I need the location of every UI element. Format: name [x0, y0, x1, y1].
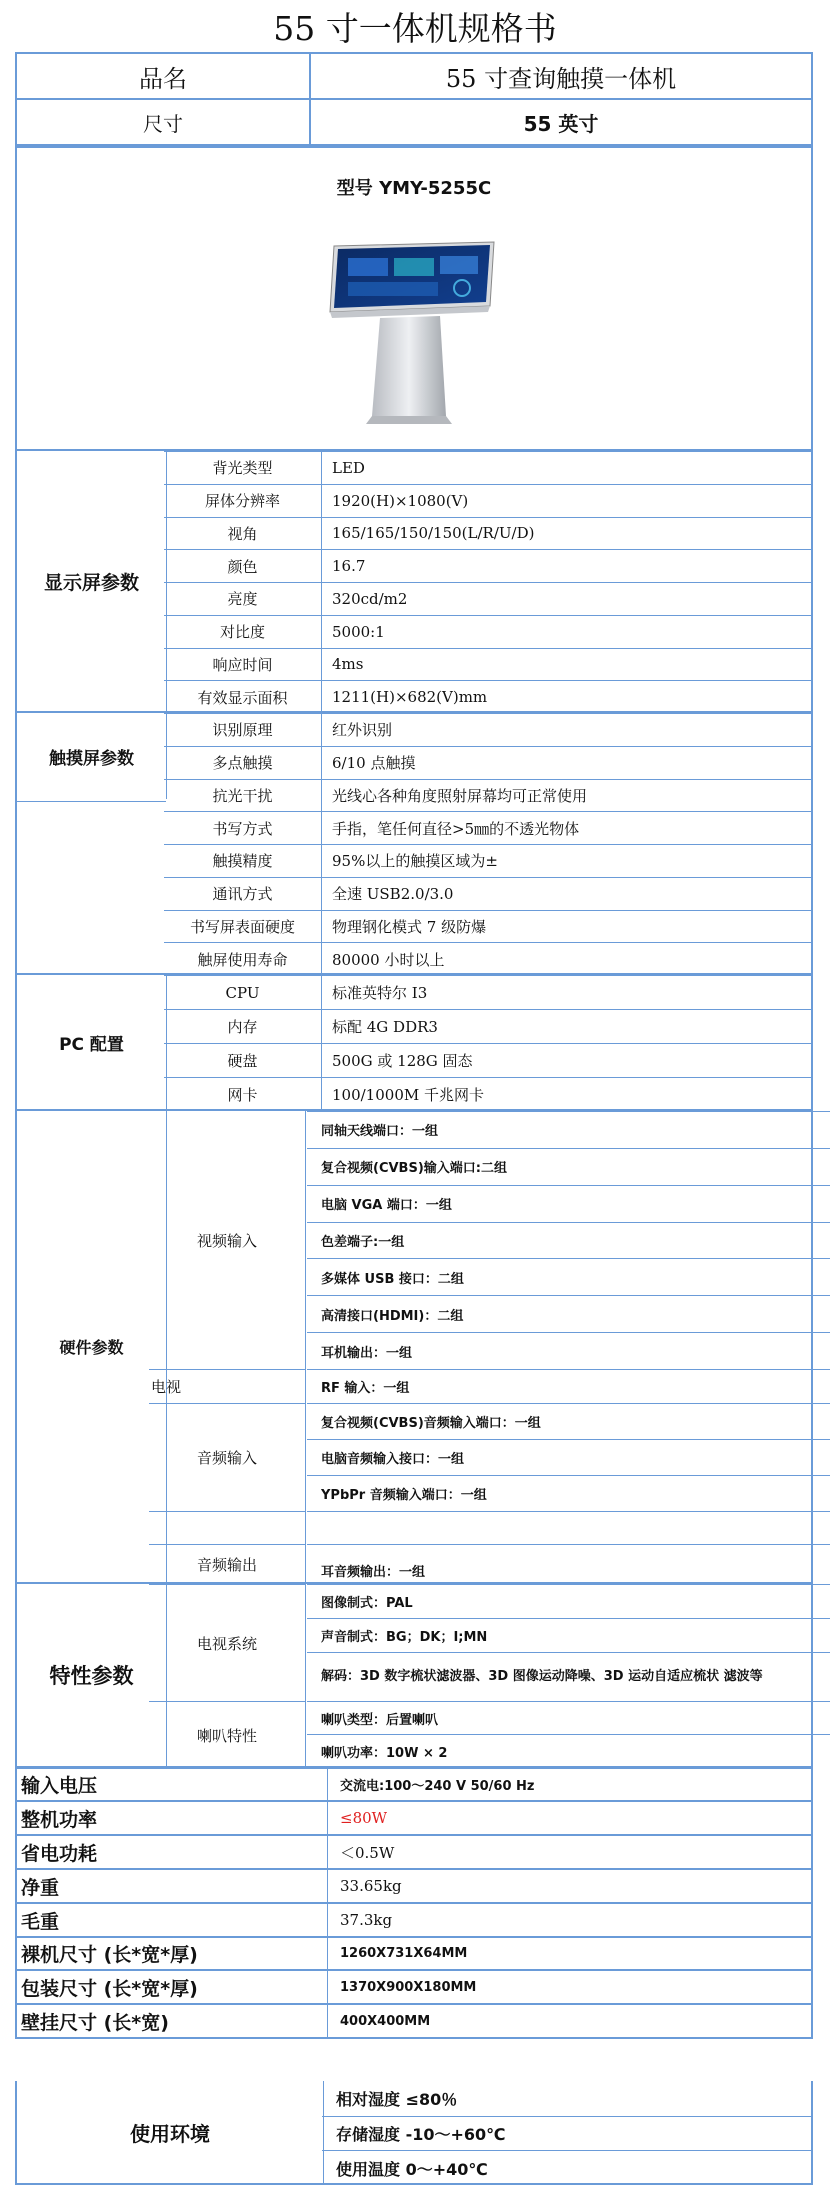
tv-system-row: 声音制式：BG；DK；I;MN — [307, 1618, 830, 1652]
touch-row — [164, 877, 813, 910]
spec-row — [15, 2005, 813, 2039]
touch-row-value: 6/10 点触摸 — [332, 754, 416, 773]
spec-row — [15, 1870, 813, 1904]
touch-row-key: 抗光干扰 — [164, 780, 322, 812]
audio-input-row: YPbPr 音频输入端口：一组 — [307, 1475, 830, 1511]
touch-row — [164, 910, 813, 943]
touch-row-value: 全速 USB2.0/3.0 — [332, 885, 454, 904]
display-row-key: 背光类型 — [164, 452, 322, 484]
pc-row — [164, 1077, 813, 1111]
spec-value: 交流电:100～240 V 50/60 Hz — [340, 1779, 535, 1794]
pc-row-value: 标配 4G DDR3 — [332, 1018, 438, 1036]
env-row: 使用温度 0～+40℃ — [322, 2150, 813, 2185]
display-row — [164, 451, 813, 484]
touch-row — [164, 942, 813, 975]
display-row-value: 165/165/150/150(L/R/U/D) — [332, 524, 535, 543]
spec-value: 400X400MM — [340, 2013, 431, 2029]
env-label: 使用环境 — [17, 2081, 324, 2183]
tv-value: RF 输入：一组 — [307, 1369, 830, 1403]
display-row-key: 有效显示面积 — [164, 681, 322, 713]
display-row — [164, 549, 813, 582]
video-input-row: 同轴天线端口：一组 — [307, 1111, 830, 1148]
audio-input-row: 电脑音频输入接口：一组 — [307, 1439, 830, 1475]
touch-row-value: 红外识别 — [332, 721, 393, 740]
display-row-key: 颜色 — [164, 550, 322, 582]
display-row — [164, 615, 813, 648]
touch-row-key: 识别原理 — [164, 714, 322, 746]
spec-key: 毛重 — [17, 1904, 328, 1936]
display-row-key: 屏体分辨率 — [164, 485, 322, 517]
touch-section-label: 触摸屏参数 — [17, 713, 167, 799]
audio-output-value: 耳音频输出：一组 — [307, 1544, 830, 1584]
touch-row-key: 触摸精度 — [164, 845, 322, 877]
touch-row — [164, 811, 813, 844]
product-name-value: 55 寸查询触摸一体机 — [445, 64, 677, 93]
display-row-value: 1211(H)×682(V)mm — [332, 688, 488, 707]
video-input-row: 色差端子:一组 — [307, 1222, 830, 1259]
video-input-label: 视频输入 — [149, 1111, 306, 1369]
touch-row-key: 书写方式 — [164, 812, 322, 844]
pc-row-value: 标准英特尔 I3 — [332, 984, 428, 1002]
spec-value: ＜0.5W — [340, 1843, 395, 1862]
product-size-row — [15, 98, 813, 146]
kiosk-image — [322, 238, 502, 428]
touch-row — [164, 779, 813, 812]
spec-key: 壁挂尺寸 (长*宽) — [17, 2005, 328, 2037]
speaker-row: 喇叭功率：10W × 2 — [307, 1734, 830, 1768]
speaker-row: 喇叭类型：后置喇叭 — [307, 1701, 830, 1734]
product-size-value: 55 英寸 — [523, 111, 599, 136]
spec-key: 输入电压 — [17, 1769, 328, 1800]
page-title: 55 寸一体机规格书 — [273, 9, 557, 48]
features-section-label: 特性参数 — [17, 1584, 167, 1766]
touch-row — [164, 844, 813, 877]
touch-row-key: 书写屏表面硬度 — [164, 911, 322, 943]
pc-row-key: 网卡 — [164, 1078, 322, 1111]
display-row-value: 4ms — [332, 655, 364, 674]
env-row: 相对湿度 ≤80％ — [336, 2089, 458, 2109]
audio-output-label: 音频输出 — [149, 1544, 306, 1584]
pc-row-value: 500G 或 128G 固态 — [332, 1052, 473, 1070]
display-row — [164, 680, 813, 713]
pc-section-label: PC 配置 — [17, 975, 167, 1109]
spec-key: 净重 — [17, 1870, 328, 1902]
tv-system-label: 电视系统 — [149, 1584, 306, 1701]
touch-row — [164, 713, 813, 746]
product-name-label: 品名 — [17, 54, 311, 98]
spec-value: ≤80W — [340, 1809, 388, 1827]
spec-value: 1260X731X64MM — [340, 1946, 468, 1961]
blank-value — [307, 1511, 830, 1544]
spec-key: 裸机尺寸 (长*宽*厚) — [17, 1938, 328, 1969]
spec-row — [15, 1938, 813, 1971]
display-row-value: LED — [332, 458, 365, 477]
speaker-label: 喇叭特性 — [149, 1701, 306, 1768]
video-input-row: 耳机输出：一组 — [307, 1332, 830, 1369]
pc-row-key: 硬盘 — [164, 1044, 322, 1077]
pc-row-value: 100/1000M 千兆网卡 — [332, 1086, 484, 1104]
video-input-row: 高清接口(HDMI)：二组 — [307, 1295, 830, 1332]
pc-row — [164, 1009, 813, 1043]
spec-value: 33.65kg — [340, 1877, 402, 1895]
touch-row-value: 物理钢化模式 7 级防爆 — [332, 917, 487, 936]
spec-key: 省电功耗 — [17, 1836, 328, 1868]
touch-row-value: 光线心各种角度照射屏幕均可正常使用 — [332, 786, 588, 805]
spec-row — [15, 1836, 813, 1870]
display-row-value: 16.7 — [332, 557, 366, 576]
display-row — [164, 648, 813, 681]
product-size-label: 尺寸 — [17, 100, 311, 144]
touch-row-key: 多点触摸 — [164, 747, 322, 779]
spec-row — [15, 1802, 813, 1836]
display-row — [164, 582, 813, 615]
display-row-key: 视角 — [164, 518, 322, 550]
display-row-value: 320cd/m2 — [332, 589, 408, 608]
display-row-value: 1920(H)×1080(V) — [332, 491, 469, 510]
tv-system-row: 解码：3D 数字梳状滤波器、3D 图像运动降噪、3D 运动自适应梳状 滤波等 — [307, 1652, 830, 1701]
spec-value: 37.3kg — [340, 1911, 393, 1929]
tv-label: 电视 — [149, 1369, 306, 1403]
display-row-key: 响应时间 — [164, 649, 322, 681]
audio-input-row: 复合视频(CVBS)音频输入端口：一组 — [307, 1403, 830, 1439]
audio-input-label: 音频输入 — [149, 1403, 306, 1511]
touch-row-value: 95%以上的触摸区域为± — [332, 852, 498, 871]
touch-divider — [17, 801, 166, 802]
display-row-key: 对比度 — [164, 616, 322, 648]
model-number: 型号 YMY-5255C — [336, 178, 492, 199]
pc-row — [164, 1043, 813, 1077]
touch-row-value: 80000 小时以上 — [332, 950, 445, 969]
env-row: 存储湿度 -10～+60℃ — [322, 2116, 813, 2151]
hardware-section-label: 硬件参数 — [17, 1111, 167, 1582]
spec-key: 整机功率 — [17, 1802, 328, 1834]
spec-row — [15, 1904, 813, 1938]
spec-row — [15, 1971, 813, 2005]
spec-value: 1370X900X180MM — [340, 1979, 477, 1995]
touch-row-key: 通讯方式 — [164, 878, 322, 910]
spec-row — [15, 1768, 813, 1802]
display-row-value: 5000:1 — [332, 622, 385, 641]
display-row-key: 亮度 — [164, 583, 322, 615]
pc-row-key: 内存 — [164, 1010, 322, 1043]
video-input-row: 复合视频(CVBS)输入端口:二组 — [307, 1148, 830, 1185]
spec-key: 包装尺寸 (长*宽*厚) — [17, 1971, 328, 2003]
pc-row-key: CPU — [164, 976, 322, 1009]
tv-system-row: 图像制式：PAL — [307, 1584, 830, 1618]
touch-row — [164, 746, 813, 779]
blank-cell — [149, 1511, 306, 1544]
touch-row-key: 触屏使用寿命 — [164, 943, 322, 975]
product-name-row — [15, 52, 813, 100]
display-row — [164, 517, 813, 550]
display-section-label: 显示屏参数 — [17, 451, 167, 711]
model-block — [15, 146, 813, 451]
video-input-row: 多媒体 USB 接口：二组 — [307, 1258, 830, 1295]
pc-row — [164, 975, 813, 1009]
video-input-row: 电脑 VGA 端口：一组 — [307, 1185, 830, 1222]
touch-row-value: 手指，笔任何直径>5㎜的不透光物体 — [332, 819, 580, 838]
display-row — [164, 484, 813, 517]
